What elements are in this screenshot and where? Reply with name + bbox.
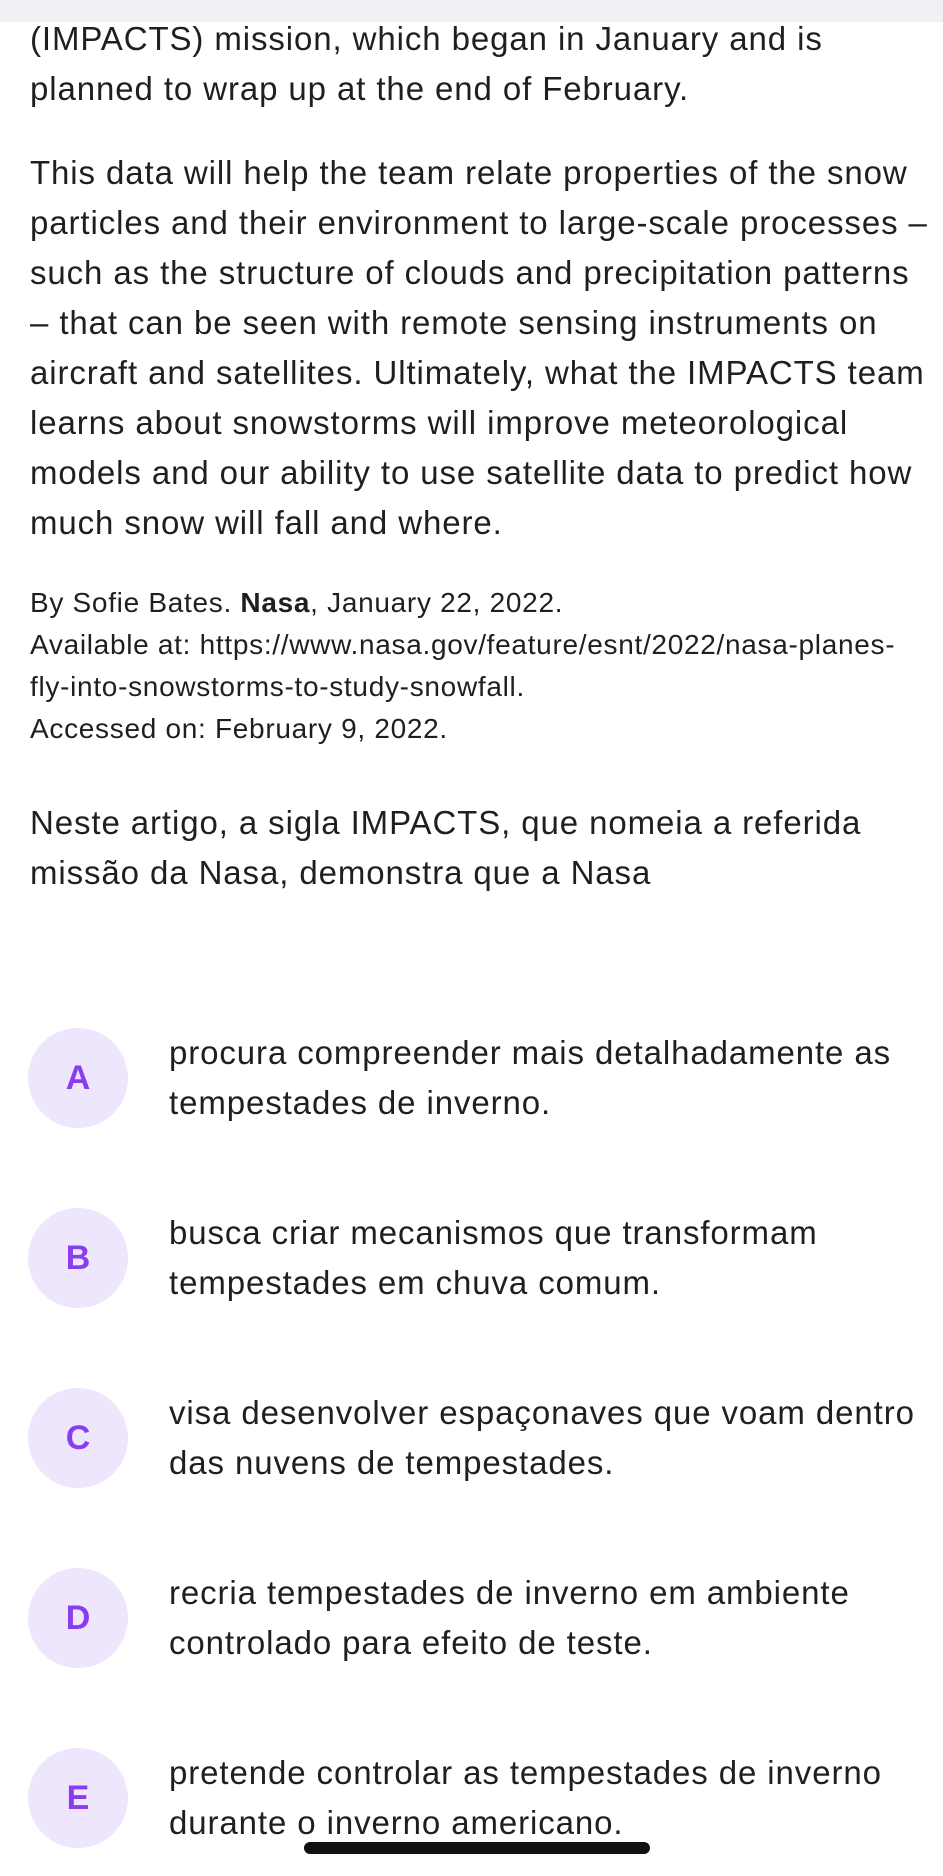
home-indicator[interactable] [304,1842,650,1854]
option-text: visa desenvolver espaçonaves que voam dentro das nuvens de tempestades. [169,1394,915,1481]
option-d[interactable] [28,1568,928,1748]
option-letter-badge: A [28,1028,128,1128]
option-letter-badge: D [28,1568,128,1668]
answer-options [28,1028,928,1876]
option-letter-badge: E [28,1748,128,1848]
option-letter-badge: B [28,1208,128,1308]
citation-date: , January 22, 2022. [310,587,564,618]
option-text: busca criar mecanismos que transformam tempestades em chuva comum. [169,1214,818,1301]
question-prompt: Neste artigo, a sigla IMPACTS, que nomeia a referida missão da Nasa, demonstra que a Nasa [30,804,862,891]
article-content [30,0,930,898]
article-paragraph-1: (IMPACTS) mission, which began in January and is planned to wrap up at the end of February. [30,20,823,107]
citation-available-at: Available at: https://www.nasa.gov/feature/esnt/2022/nasa-planes-fly-into-snowstorms-to-study-snowfall. [30,629,896,702]
option-text: procura compreender mais detalhadamente as tempestades de inverno. [169,1034,892,1121]
option-b[interactable] [28,1208,928,1388]
citation-publisher: Nasa [240,587,311,618]
citation-author: By Sofie Bates. [30,587,241,618]
option-text: recria tempestades de inverno em ambiente controlado para efeito de teste. [169,1574,850,1661]
option-e[interactable] [28,1748,928,1876]
option-a[interactable] [28,1028,928,1208]
option-text: pretende controlar as tempestades de inverno durante o inverno americano. [169,1754,882,1841]
option-c[interactable] [28,1388,928,1568]
citation [30,582,930,750]
citation-byline [30,582,930,624]
citation-accessed-on: Accessed on: February 9, 2022. [30,713,448,744]
article-paragraph-2: This data will help the team relate properties of the snow particles and their environment to large-scale processes – such as the structure of clouds and precipitation patterns – that can be seen with remote sensing instruments on aircraft and satellites. Ultimately, what the IMPACTS team learns about snowstorms will improve meteorological models and our ability to use satellite data to predict how much snow will fall and where. [30,154,928,541]
option-letter-badge: C [28,1388,128,1488]
